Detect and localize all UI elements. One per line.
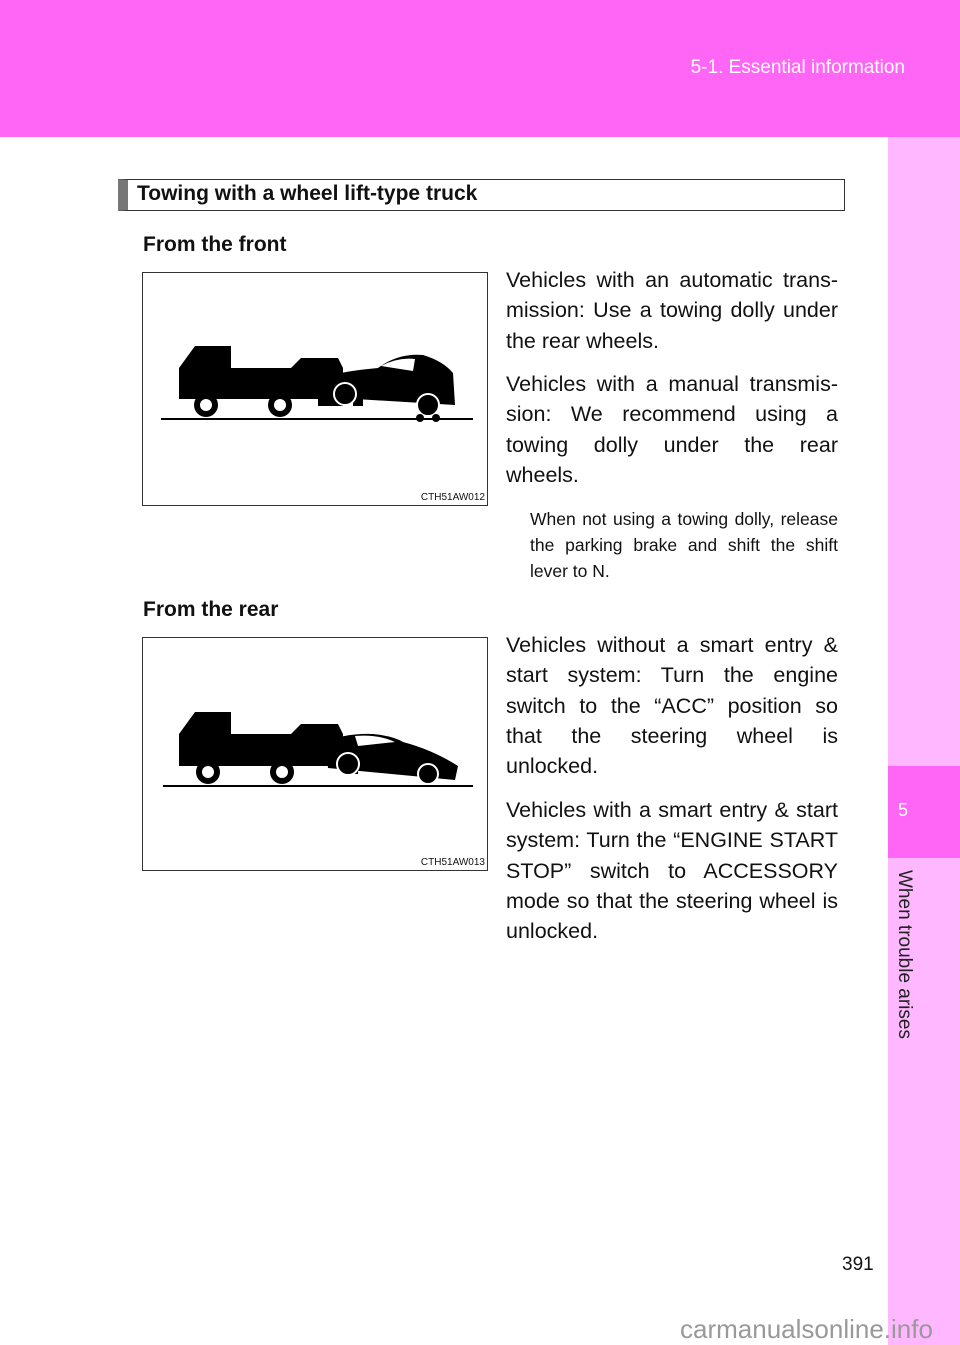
watermark: carmanualsonline.info xyxy=(680,1314,933,1344)
rear-paragraph-1: Vehicles without a smart entry & start system: Turn the engine switch to the “ACC” position so that the steering wheel is unlocked. xyxy=(506,633,838,779)
page-header xyxy=(0,0,960,137)
section-title: 5-1. Essential information xyxy=(690,57,905,78)
rear-tow-illustration xyxy=(142,637,488,871)
front-paragraph-2: Vehicles with a manual transmis-sion: We recommend using a towing dolly under the rear wheels. xyxy=(506,372,838,487)
section-heading: Towing with a wheel lift-type truck xyxy=(118,179,845,211)
front-paragraph-1: Vehicles with an automatic trans-mission: Use a towing dolly under the rear wheels. xyxy=(506,268,838,353)
rear-heading: From the rear xyxy=(143,598,279,621)
rear-paragraph-2: Vehicles with a smart entry & start system: Turn the “ENGINE START STOP” switch to ACCESSORY mode so that the steering wheel is unlocked. xyxy=(506,798,838,944)
page-number: 391 xyxy=(842,1254,874,1275)
figure-code: CTH51AW013 xyxy=(420,857,485,868)
tow-truck-rear-image xyxy=(143,638,489,872)
figure-code: CTH51AW012 xyxy=(420,492,485,503)
front-tow-illustration xyxy=(142,272,488,506)
front-heading: From the front xyxy=(143,233,287,256)
chapter-title: When trouble arises xyxy=(894,870,915,1039)
chapter-tab[interactable]: 5 xyxy=(888,766,960,858)
tow-truck-front-image xyxy=(143,273,489,507)
front-note: When not using a towing dolly, release the parking brake and shift the shift lever to N. xyxy=(530,509,838,581)
chapter-sidebar xyxy=(888,137,960,1345)
